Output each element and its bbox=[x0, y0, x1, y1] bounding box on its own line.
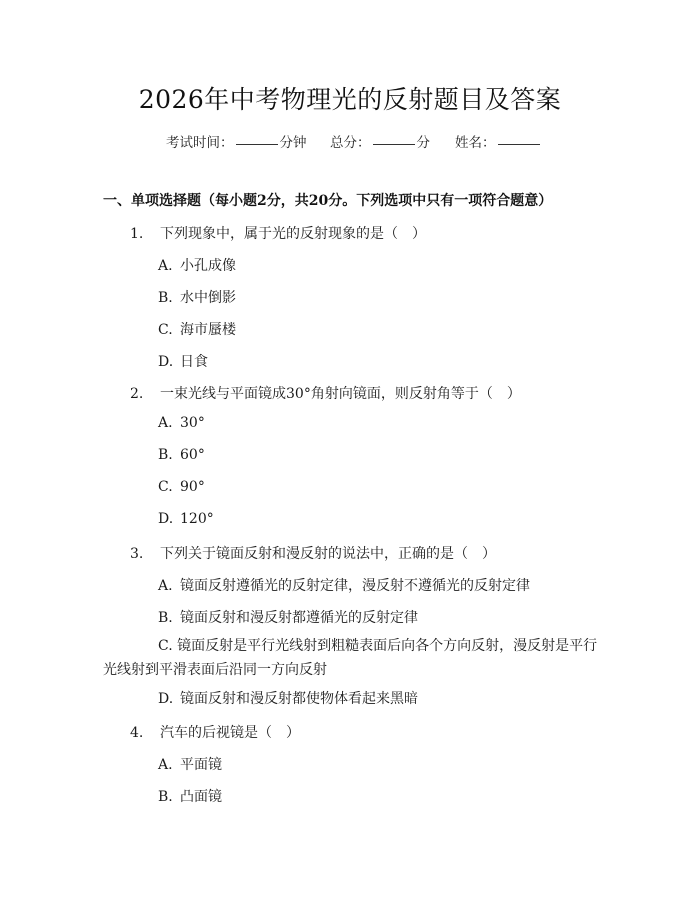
question-text: 汽车的后视镜是（ ） bbox=[160, 725, 300, 741]
question-3 bbox=[130, 543, 496, 563]
option-text: 60° bbox=[180, 447, 205, 463]
question-text: 一束光线与平面镜成30°角射向镜面，则反射角等于（ ） bbox=[160, 386, 521, 402]
question-4 bbox=[130, 722, 300, 742]
student-name-blank bbox=[498, 143, 540, 145]
total-score-field bbox=[330, 131, 430, 151]
question-2 bbox=[130, 383, 521, 403]
total-score-unit: 分 bbox=[416, 135, 430, 151]
question-2-option-a bbox=[158, 415, 205, 431]
question-4-option-b bbox=[158, 786, 222, 806]
question-1-option-c bbox=[158, 319, 236, 339]
question-2-option-b bbox=[158, 447, 205, 463]
option-letter: A. bbox=[158, 757, 173, 773]
question-1 bbox=[130, 223, 426, 243]
question-1-option-b bbox=[158, 287, 236, 307]
question-number: 3. bbox=[130, 546, 144, 562]
option-letter: B. bbox=[158, 789, 173, 805]
student-name-label: 姓名： bbox=[455, 135, 496, 151]
option-letter: D. bbox=[158, 691, 174, 707]
exam-time-blank bbox=[236, 143, 278, 145]
option-letter: D. bbox=[158, 511, 174, 527]
total-score-blank bbox=[373, 143, 415, 145]
option-text: 镜面反射和漫反射都遵循光的反射定律 bbox=[180, 610, 418, 626]
option-letter: C. bbox=[158, 638, 173, 654]
question-3-option-b bbox=[158, 607, 418, 627]
question-text: 下列关于镜面反射和漫反射的说法中，正确的是（ ） bbox=[160, 546, 496, 562]
option-letter: A. bbox=[158, 415, 173, 431]
option-text: 镜面反射遵循光的反射定律，漫反射不遵循光的反射定律 bbox=[180, 578, 530, 594]
option-text: 120° bbox=[180, 511, 214, 527]
option-letter: C. bbox=[158, 322, 173, 338]
question-2-option-d bbox=[158, 511, 214, 527]
option-text: 平面镜 bbox=[180, 757, 222, 773]
option-letter: B. bbox=[158, 610, 173, 626]
option-text: 海市蜃楼 bbox=[180, 322, 236, 338]
question-number: 2. bbox=[130, 386, 144, 402]
option-text: 镜面反射和漫反射都使物体看起来黑暗 bbox=[180, 691, 418, 707]
question-3-option-d bbox=[158, 688, 418, 708]
option-letter: B. bbox=[158, 447, 173, 463]
exam-time-field bbox=[166, 131, 307, 151]
option-text: 镜面反射是平行光线射到粗糙表面后向各个方向反射，漫反射是平行光线射到平滑表面后沿同一方向反射 bbox=[103, 638, 598, 678]
option-text: 小孔成像 bbox=[180, 258, 236, 274]
exam-time-label: 考试时间： bbox=[166, 135, 234, 151]
question-number: 1. bbox=[130, 226, 144, 242]
option-letter: A. bbox=[158, 578, 173, 594]
question-1-option-a bbox=[158, 255, 236, 275]
page-title: 2026年中考物理光的反射题目及答案 bbox=[138, 85, 562, 114]
option-text: 30° bbox=[180, 415, 205, 431]
option-letter: C. bbox=[158, 479, 173, 495]
section-title: 一、单项选择题（每小题2分，共20分。下列选项中只有一项符合题意） bbox=[103, 193, 553, 209]
option-text: 凸面镜 bbox=[180, 789, 222, 805]
option-text: 水中倒影 bbox=[180, 290, 236, 306]
option-letter: A. bbox=[158, 258, 173, 274]
option-text: 90° bbox=[180, 479, 205, 495]
total-score-label: 总分： bbox=[330, 135, 371, 151]
question-1-option-d bbox=[158, 351, 208, 371]
question-text: 下列现象中，属于光的反射现象的是（ ） bbox=[160, 226, 426, 242]
question-3-option-a bbox=[158, 575, 530, 595]
option-text: 日食 bbox=[180, 354, 208, 370]
exam-time-unit: 分钟 bbox=[279, 135, 307, 151]
option-letter: B. bbox=[158, 290, 173, 306]
question-4-option-a bbox=[158, 754, 222, 774]
question-3-option-c bbox=[103, 634, 598, 682]
option-letter: D. bbox=[158, 354, 174, 370]
student-name-field bbox=[455, 131, 542, 151]
question-2-option-c bbox=[158, 479, 205, 495]
question-number: 4. bbox=[130, 725, 144, 741]
